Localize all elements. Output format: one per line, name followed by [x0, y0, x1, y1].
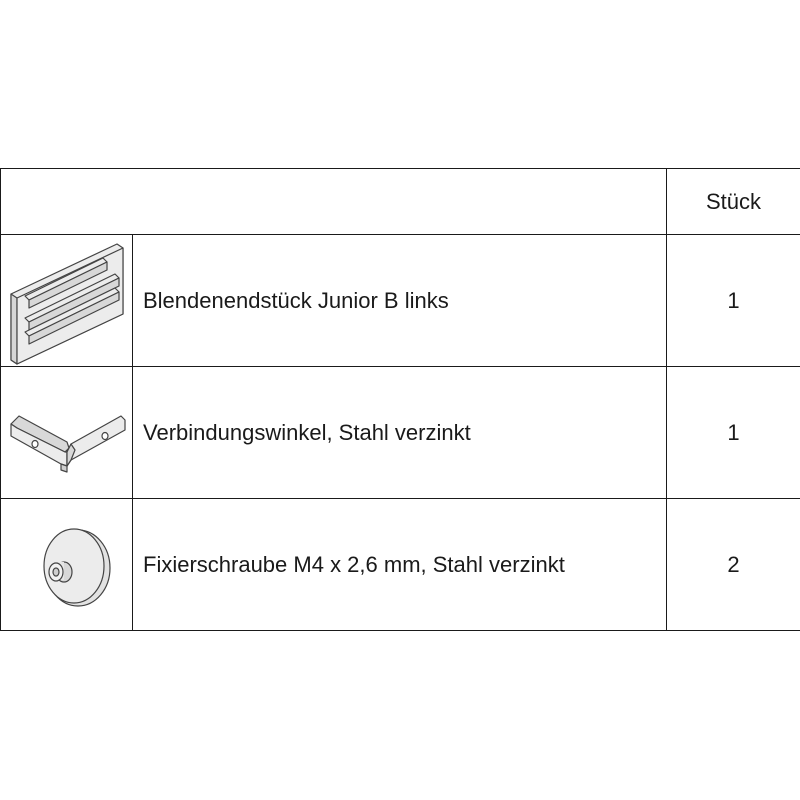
fixing-screw-icon [12, 510, 122, 620]
part-image-cell [1, 367, 133, 499]
header-blank-cell [1, 169, 667, 235]
table-row [1, 367, 800, 499]
part-image-cell [1, 499, 133, 631]
part-image-cell [1, 235, 133, 367]
angle-bracket-icon [5, 388, 129, 478]
table-row [1, 499, 800, 631]
part-quantity: 2 [667, 499, 800, 631]
end-cap-profile-icon [7, 236, 127, 366]
header-qty-label: Stück [667, 169, 800, 235]
part-quantity: 1 [667, 367, 800, 499]
part-description: Verbindungswinkel, Stahl verzinkt [133, 367, 667, 499]
parts-table [0, 168, 800, 631]
table-row [1, 235, 800, 367]
part-description: Blendenendstück Junior B links [133, 235, 667, 367]
part-description: Fixierschraube M4 x 2,6 mm, Stahl verzinkt [133, 499, 667, 631]
table-header-row [1, 169, 800, 235]
part-quantity: 1 [667, 235, 800, 367]
